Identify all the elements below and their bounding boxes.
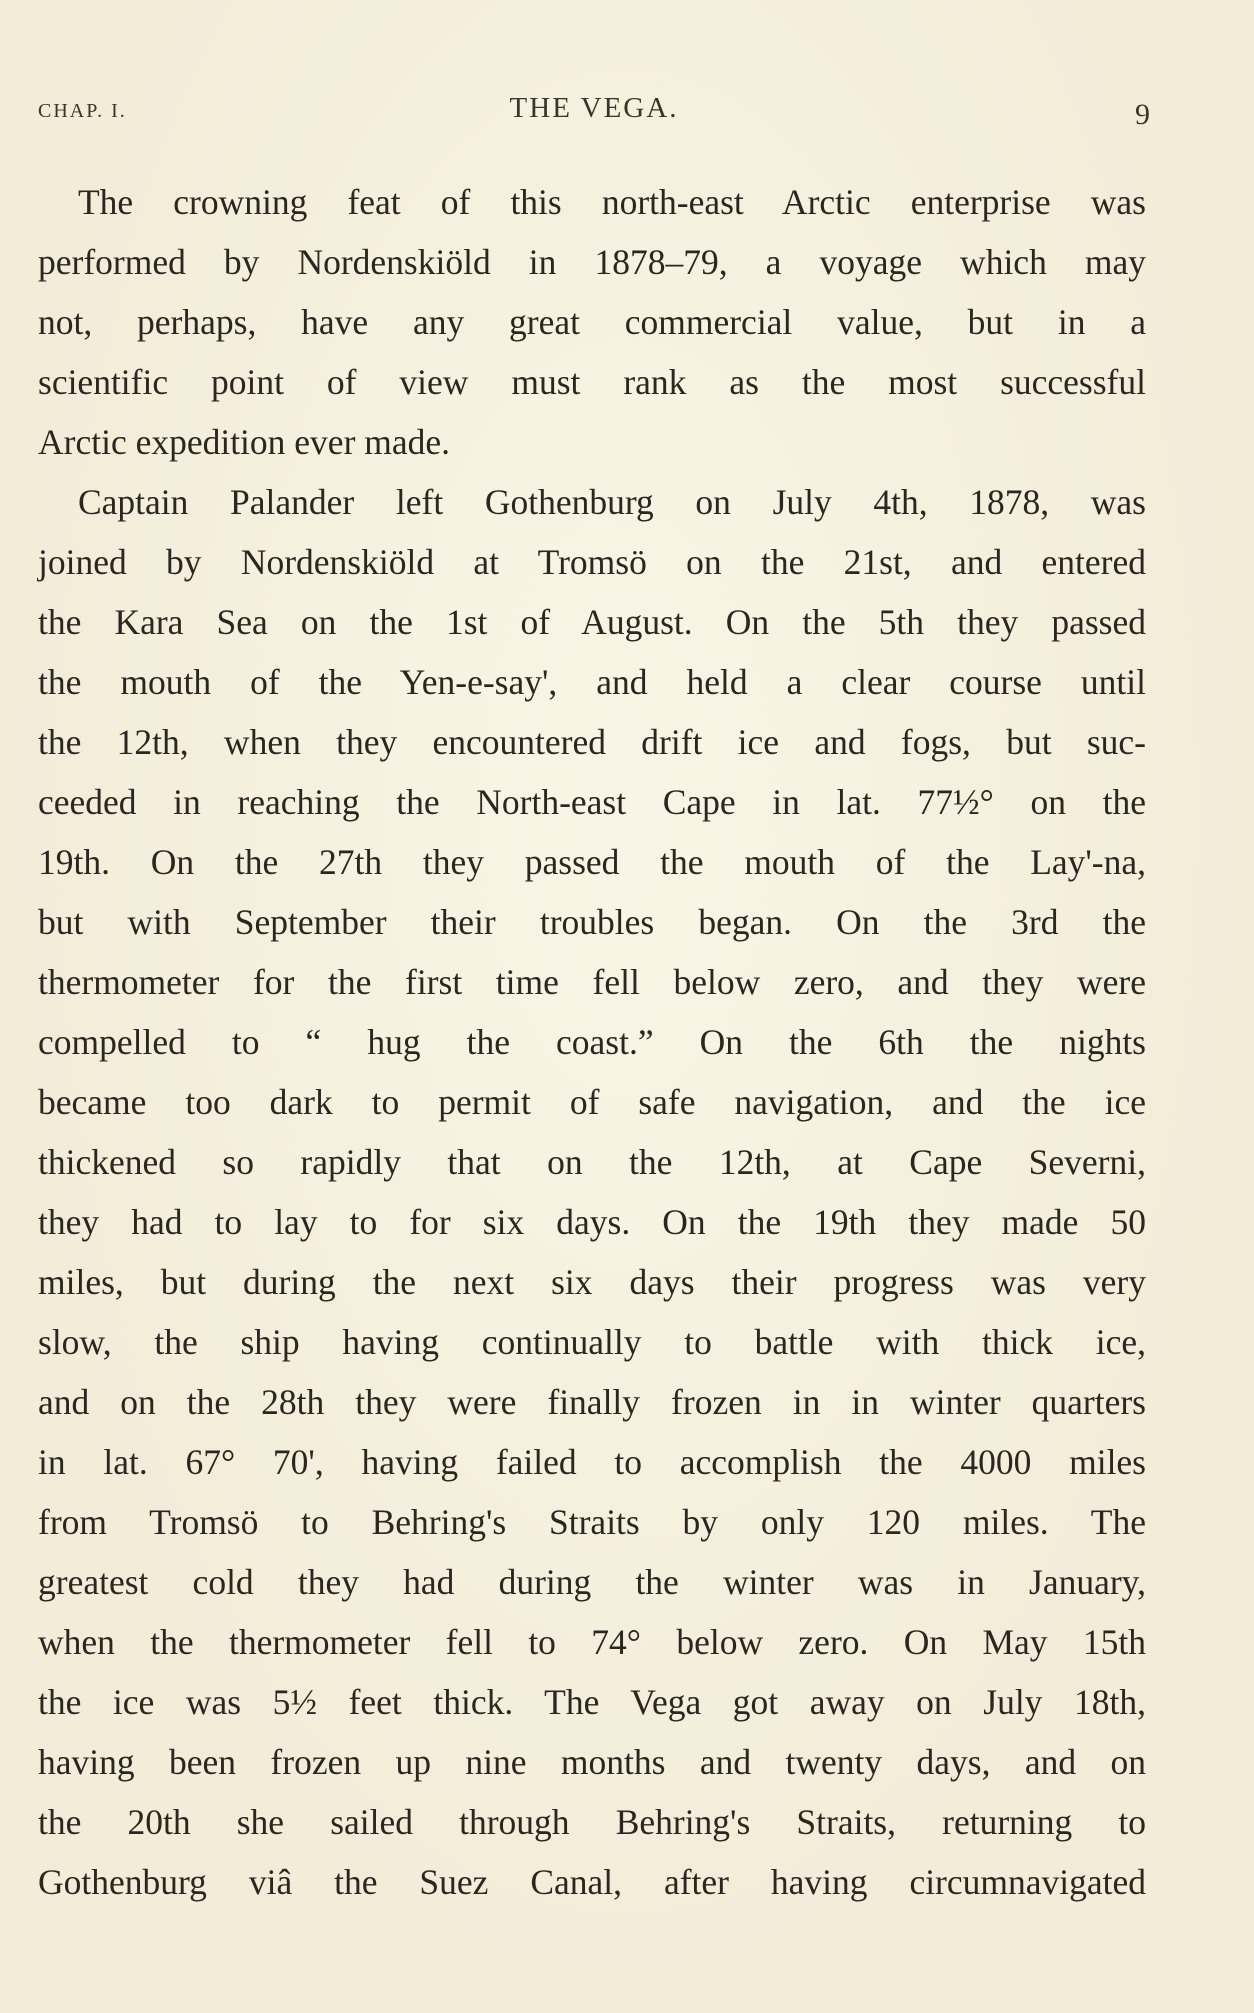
chapter-label: CHAP. I. [38, 100, 127, 122]
text-line: when the thermometer fell to 74° below zero. On May 15th [38, 1622, 1146, 1662]
text-line: performed by Nordenskiöld in 1878–79, a voyage which may [38, 242, 1146, 282]
text-line: the Kara Sea on the 1st of August. On the 5th they passed [38, 602, 1146, 642]
body-text [38, 172, 1146, 1912]
text-line: Gothenburg viâ the Suez Canal, after having circumnavigated [38, 1862, 1146, 1902]
text-line: the 12th, when they encountered drift ice and fogs, but suc- [38, 722, 1146, 762]
text-line: 19th. On the 27th they passed the mouth of the Lay'-na, [38, 842, 1146, 882]
text-line: Arctic expedition ever made. [38, 422, 451, 462]
running-title: THE VEGA. [509, 92, 679, 124]
text-line: the 20th she sailed through Behring's Straits, returning to [38, 1802, 1146, 1842]
text-line: joined by Nordenskiöld at Tromsö on the 21st, and entered [38, 542, 1146, 582]
text-line: and on the 28th they were finally frozen in in winter quarters [38, 1382, 1146, 1422]
text-line: not, perhaps, have any great commercial value, but in a [38, 302, 1146, 342]
text-line: became too dark to permit of safe navigation, and the ice [38, 1082, 1146, 1122]
text-line: Captain Palander left Gothenburg on July 4th, 1878, was [78, 482, 1146, 522]
text-line: but with September their troubles began. On the 3rd the [38, 902, 1146, 942]
page-number: 9 [1135, 98, 1150, 131]
text-line: scientific point of view must rank as the most successful [38, 362, 1146, 402]
text-line: thickened so rapidly that on the 12th, at Cape Severni, [38, 1142, 1146, 1182]
running-header [38, 92, 1150, 132]
text-line: greatest cold they had during the winter was in January, [38, 1562, 1146, 1602]
text-line: compelled to “ hug the coast.” On the 6th the nights [38, 1022, 1146, 1062]
text-line: thermometer for the first time fell below zero, and they were [38, 962, 1146, 1002]
text-line: slow, the ship having continually to battle with thick ice, [38, 1322, 1146, 1362]
text-line: having been frozen up nine months and twenty days, and on [38, 1742, 1146, 1782]
text-line: they had to lay to for six days. On the 19th they made 50 [38, 1202, 1146, 1242]
paragraph [38, 472, 1146, 1912]
text-line: the mouth of the Yen-e-say', and held a clear course until [38, 662, 1146, 702]
paragraph [38, 172, 1146, 472]
text-line: The crowning feat of this north-east Arctic enterprise was [78, 182, 1146, 222]
text-line: the ice was 5½ feet thick. The Vega got away on July 18th, [38, 1682, 1146, 1722]
text-line: miles, but during the next six days their progress was very [38, 1262, 1146, 1302]
text-line: from Tromsö to Behring's Straits by only 120 miles. The [38, 1502, 1146, 1542]
text-line: in lat. 67° 70', having failed to accomplish the 4000 miles [38, 1442, 1146, 1482]
text-line: ceeded in reaching the North-east Cape in lat. 77½° on the [38, 782, 1146, 822]
